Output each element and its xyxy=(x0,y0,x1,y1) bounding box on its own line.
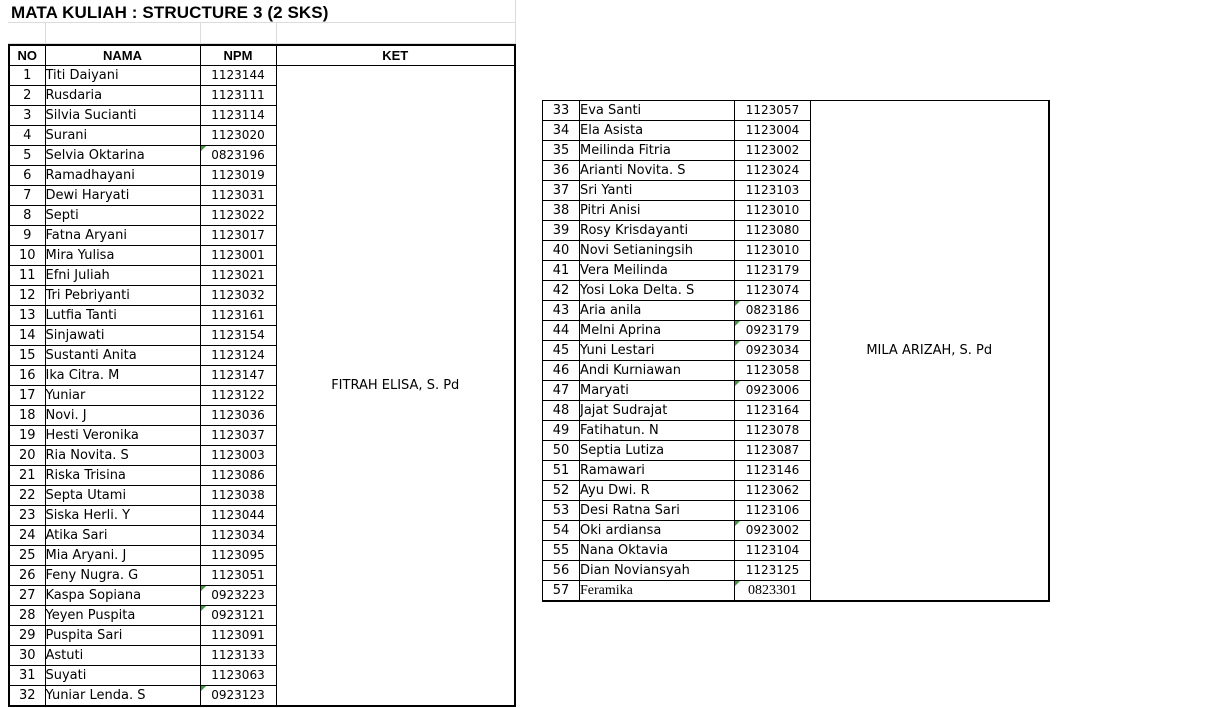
cell-no[interactable]: 10 xyxy=(9,246,45,266)
cell-no[interactable]: 40 xyxy=(543,241,580,261)
cell-no[interactable]: 11 xyxy=(9,266,45,286)
cell-nama[interactable]: Vera Meilinda xyxy=(580,261,735,281)
cell-no[interactable]: 19 xyxy=(9,426,45,446)
cell-nama[interactable]: Novi. J xyxy=(45,406,200,426)
cell-no[interactable]: 7 xyxy=(9,186,45,206)
cell-npm-text-flagged[interactable]: 0923123 xyxy=(200,686,276,707)
cell-no[interactable]: 15 xyxy=(9,346,45,366)
cell-no[interactable]: 17 xyxy=(9,386,45,406)
cell-no[interactable]: 9 xyxy=(9,226,45,246)
cell-no[interactable]: 12 xyxy=(9,286,45,306)
cell-nama[interactable]: Yosi Loka Delta. S xyxy=(580,281,735,301)
cell-no[interactable]: 32 xyxy=(9,686,45,707)
cell-npm[interactable]: 1123020 xyxy=(200,126,276,146)
cell-no[interactable]: 51 xyxy=(543,461,580,481)
cell-nama[interactable]: Novi Setianingsih xyxy=(580,241,735,261)
cell-npm[interactable]: 1123021 xyxy=(200,266,276,286)
cell-no[interactable]: 22 xyxy=(9,486,45,506)
cell-nama[interactable]: Efni Juliah xyxy=(45,266,200,286)
table-row xyxy=(9,66,515,86)
cell-npm[interactable]: 1123051 xyxy=(200,566,276,586)
cell-nama[interactable]: Meilinda Fitria xyxy=(580,141,735,161)
cell-no[interactable]: 8 xyxy=(9,206,45,226)
cell-no[interactable]: 14 xyxy=(9,326,45,346)
cell-nama[interactable]: Rosy Krisdayanti xyxy=(580,221,735,241)
cell-no[interactable]: 47 xyxy=(543,381,580,401)
cell-npm-text-flagged[interactable]: 0823186 xyxy=(735,301,811,321)
cell-npm[interactable]: 1123179 xyxy=(735,261,811,281)
cell-npm[interactable]: 1123087 xyxy=(735,441,811,461)
cell-nama[interactable]: Nana Oktavia xyxy=(580,541,735,561)
cell-no[interactable]: 43 xyxy=(543,301,580,321)
cell-nama[interactable]: Yuniar xyxy=(45,386,200,406)
cell-npm[interactable]: 1123017 xyxy=(200,226,276,246)
cell-no[interactable]: 48 xyxy=(543,401,580,421)
cell-no[interactable]: 1 xyxy=(9,66,45,86)
cell-no[interactable]: 35 xyxy=(543,141,580,161)
cell-no[interactable]: 24 xyxy=(9,526,45,546)
cell-nama[interactable]: Oki ardiansa xyxy=(580,521,735,541)
cell-npm[interactable]: 1123111 xyxy=(200,86,276,106)
cell-nama[interactable]: Atika Sari xyxy=(45,526,200,546)
cell-no[interactable]: 36 xyxy=(543,161,580,181)
table-header-row xyxy=(9,45,515,66)
cell-nama[interactable]: Mira Yulisa xyxy=(45,246,200,266)
cell-nama[interactable]: Yuni Lestari xyxy=(580,341,735,361)
cell-nama[interactable]: Septia Lutiza xyxy=(580,441,735,461)
cell-nama[interactable]: Riska Trisina xyxy=(45,466,200,486)
cell-nama[interactable]: Septa Utami xyxy=(45,486,200,506)
cell-nama[interactable]: Yuniar Lenda. S xyxy=(45,686,200,707)
cell-nama[interactable]: Pitri Anisi xyxy=(580,201,735,221)
cell-npm[interactable]: 1123044 xyxy=(200,506,276,526)
cell-nama[interactable]: Lutfia Tanti xyxy=(45,306,200,326)
cell-no[interactable]: 29 xyxy=(9,626,45,646)
cell-nama[interactable]: Eva Santi xyxy=(580,101,735,121)
cell-npm[interactable]: 1123091 xyxy=(200,626,276,646)
cell-nama[interactable]: Fatna Aryani xyxy=(45,226,200,246)
cell-no[interactable]: 23 xyxy=(9,506,45,526)
cell-npm[interactable]: 1123024 xyxy=(735,161,811,181)
cell-npm-text-flagged[interactable]: 0823301 xyxy=(735,581,811,602)
cell-npm[interactable]: 1123144 xyxy=(200,66,276,86)
header-ket: KET xyxy=(276,45,515,66)
cell-no[interactable]: 30 xyxy=(9,646,45,666)
cell-no[interactable]: 4 xyxy=(9,126,45,146)
cell-npm-text-flagged[interactable]: 0923006 xyxy=(735,381,811,401)
cell-nama[interactable]: Astuti xyxy=(45,646,200,666)
cell-npm[interactable]: 1123010 xyxy=(735,201,811,221)
cell-no[interactable]: 37 xyxy=(543,181,580,201)
cell-npm[interactable]: 1123147 xyxy=(200,366,276,386)
cell-nama[interactable]: Surani xyxy=(45,126,200,146)
cell-no[interactable]: 16 xyxy=(9,366,45,386)
cell-no[interactable]: 42 xyxy=(543,281,580,301)
cell-npm[interactable]: 1123086 xyxy=(200,466,276,486)
cell-nama[interactable]: Ayu Dwi. R xyxy=(580,481,735,501)
cell-nama[interactable]: Puspita Sari xyxy=(45,626,200,646)
cell-npm[interactable]: 1123161 xyxy=(200,306,276,326)
cell-nama[interactable]: Ela Asista xyxy=(580,121,735,141)
cell-npm[interactable]: 1123057 xyxy=(735,101,811,121)
student-table-left xyxy=(8,44,516,707)
cell-no[interactable]: 41 xyxy=(543,261,580,281)
cell-no[interactable]: 18 xyxy=(9,406,45,426)
cell-npm[interactable]: 1123146 xyxy=(735,461,811,481)
cell-npm[interactable]: 1123036 xyxy=(200,406,276,426)
cell-npm[interactable]: 1123010 xyxy=(735,241,811,261)
cell-nama[interactable]: Yeyen Puspita xyxy=(45,606,200,626)
cell-no[interactable]: 46 xyxy=(543,361,580,381)
cell-npm[interactable]: 1123078 xyxy=(735,421,811,441)
cell-npm-text-flagged[interactable]: 0923034 xyxy=(735,341,811,361)
cell-nama[interactable]: Ria Novita. S xyxy=(45,446,200,466)
cell-ket-lecturer[interactable]: FITRAH ELISA, S. Pd xyxy=(276,66,515,707)
cell-npm[interactable]: 1123074 xyxy=(735,281,811,301)
cell-npm[interactable]: 1123114 xyxy=(200,106,276,126)
cell-nama[interactable]: Melni Aprina xyxy=(580,321,735,341)
cell-npm[interactable]: 1123002 xyxy=(735,141,811,161)
cell-nama[interactable]: Siska Herli. Y xyxy=(45,506,200,526)
cell-npm-text-flagged[interactable]: 0923002 xyxy=(735,521,811,541)
cell-no[interactable]: 38 xyxy=(543,201,580,221)
cell-nama[interactable]: Ika Citra. M xyxy=(45,366,200,386)
cell-nama[interactable]: Feramika xyxy=(580,581,735,602)
cell-nama[interactable]: Rusdaria xyxy=(45,86,200,106)
cell-no[interactable]: 33 xyxy=(543,101,580,121)
cell-nama[interactable]: Kaspa Sopiana xyxy=(45,586,200,606)
cell-no[interactable]: 49 xyxy=(543,421,580,441)
header-npm: NPM xyxy=(200,45,276,66)
cell-npm[interactable]: 1123062 xyxy=(735,481,811,501)
cell-nama[interactable]: Hesti Veronika xyxy=(45,426,200,446)
cell-no[interactable]: 5 xyxy=(9,146,45,166)
cell-no[interactable]: 28 xyxy=(9,606,45,626)
cell-npm[interactable]: 1123106 xyxy=(735,501,811,521)
cell-nama[interactable]: Ramawari xyxy=(580,461,735,481)
cell-nama[interactable]: Sri Yanti xyxy=(580,181,735,201)
cell-npm[interactable]: 1123032 xyxy=(200,286,276,306)
cell-npm[interactable]: 1123095 xyxy=(200,546,276,566)
cell-no[interactable]: 21 xyxy=(9,466,45,486)
cell-npm[interactable]: 1123104 xyxy=(735,541,811,561)
cell-npm-text-flagged[interactable]: 0923179 xyxy=(735,321,811,341)
cell-no[interactable]: 20 xyxy=(9,446,45,466)
cell-no[interactable]: 53 xyxy=(543,501,580,521)
cell-nama[interactable]: Sinjawati xyxy=(45,326,200,346)
cell-npm[interactable]: 1123034 xyxy=(200,526,276,546)
cell-npm[interactable]: 1123003 xyxy=(200,446,276,466)
cell-npm[interactable]: 1123122 xyxy=(200,386,276,406)
cell-nama[interactable]: Dian Noviansyah xyxy=(580,561,735,581)
cell-ket-lecturer[interactable]: MILA ARIZAH, S. Pd xyxy=(811,101,1049,602)
cell-npm[interactable]: 1123031 xyxy=(200,186,276,206)
cell-npm[interactable]: 1123022 xyxy=(200,206,276,226)
cell-nama[interactable]: Silvia Sucianti xyxy=(45,106,200,126)
cell-no[interactable]: 56 xyxy=(543,561,580,581)
cell-no[interactable]: 45 xyxy=(543,341,580,361)
cell-nama[interactable]: Titi Daiyani xyxy=(45,66,200,86)
cell-nama[interactable]: Selvia Oktarina xyxy=(45,146,200,166)
cell-nama[interactable]: Desi Ratna Sari xyxy=(580,501,735,521)
cell-npm[interactable]: 1123063 xyxy=(200,666,276,686)
cell-no[interactable]: 52 xyxy=(543,481,580,501)
cell-no[interactable]: 26 xyxy=(9,566,45,586)
cell-nama[interactable]: Tri Pebriyanti xyxy=(45,286,200,306)
cell-npm[interactable]: 1123154 xyxy=(200,326,276,346)
page-title: MATA KULIAH : STRUCTURE 3 (2 SKS) xyxy=(11,3,329,22)
cell-no[interactable]: 34 xyxy=(543,121,580,141)
cell-npm[interactable]: 1123133 xyxy=(200,646,276,666)
cell-no[interactable]: 55 xyxy=(543,541,580,561)
cell-nama[interactable]: Andi Kurniawan xyxy=(580,361,735,381)
cell-no[interactable]: 3 xyxy=(9,106,45,126)
cell-npm-text-flagged[interactable]: 0823196 xyxy=(200,146,276,166)
cell-nama[interactable]: Arianti Novita. S xyxy=(580,161,735,181)
cell-no[interactable]: 39 xyxy=(543,221,580,241)
cell-no[interactable]: 50 xyxy=(543,441,580,461)
cell-npm[interactable]: 1123080 xyxy=(735,221,811,241)
cell-npm[interactable]: 1123037 xyxy=(200,426,276,446)
cell-nama[interactable]: Fatihatun. N xyxy=(580,421,735,441)
cell-no[interactable]: 54 xyxy=(543,521,580,541)
cell-no[interactable]: 13 xyxy=(9,306,45,326)
cell-nama[interactable]: Dewi Haryati xyxy=(45,186,200,206)
cell-npm[interactable]: 1123125 xyxy=(735,561,811,581)
cell-no[interactable]: 44 xyxy=(543,321,580,341)
cell-nama[interactable]: Feny Nugra. G xyxy=(45,566,200,586)
cell-no[interactable]: 27 xyxy=(9,586,45,606)
cell-no[interactable]: 6 xyxy=(9,166,45,186)
cell-no[interactable]: 57 xyxy=(543,581,580,602)
cell-no[interactable]: 2 xyxy=(9,86,45,106)
student-table-right xyxy=(542,100,1050,602)
cell-nama[interactable]: Suyati xyxy=(45,666,200,686)
cell-nama[interactable]: Septi xyxy=(45,206,200,226)
cell-nama[interactable]: Aria anila xyxy=(580,301,735,321)
cell-npm[interactable]: 1123038 xyxy=(200,486,276,506)
cell-npm-text-flagged[interactable]: 0923121 xyxy=(200,606,276,626)
cell-nama[interactable]: Jajat Sudrajat xyxy=(580,401,735,421)
header-no: NO xyxy=(9,45,45,66)
cell-nama[interactable]: Ramadhayani xyxy=(45,166,200,186)
table-row xyxy=(543,101,1049,121)
header-nama: NAMA xyxy=(45,45,200,66)
cell-nama[interactable]: Mia Aryani. J xyxy=(45,546,200,566)
cell-nama[interactable]: Maryati xyxy=(580,381,735,401)
cell-no[interactable]: 25 xyxy=(9,546,45,566)
cell-npm[interactable]: 1123164 xyxy=(735,401,811,421)
cell-npm[interactable]: 1123004 xyxy=(735,121,811,141)
cell-npm[interactable]: 1123058 xyxy=(735,361,811,381)
cell-npm[interactable]: 1123019 xyxy=(200,166,276,186)
cell-nama[interactable]: Sustanti Anita xyxy=(45,346,200,366)
cell-npm[interactable]: 1123124 xyxy=(200,346,276,366)
cell-npm[interactable]: 1123103 xyxy=(735,181,811,201)
cell-npm-text-flagged[interactable]: 0923223 xyxy=(200,586,276,606)
cell-npm[interactable]: 1123001 xyxy=(200,246,276,266)
cell-no[interactable]: 31 xyxy=(9,666,45,686)
